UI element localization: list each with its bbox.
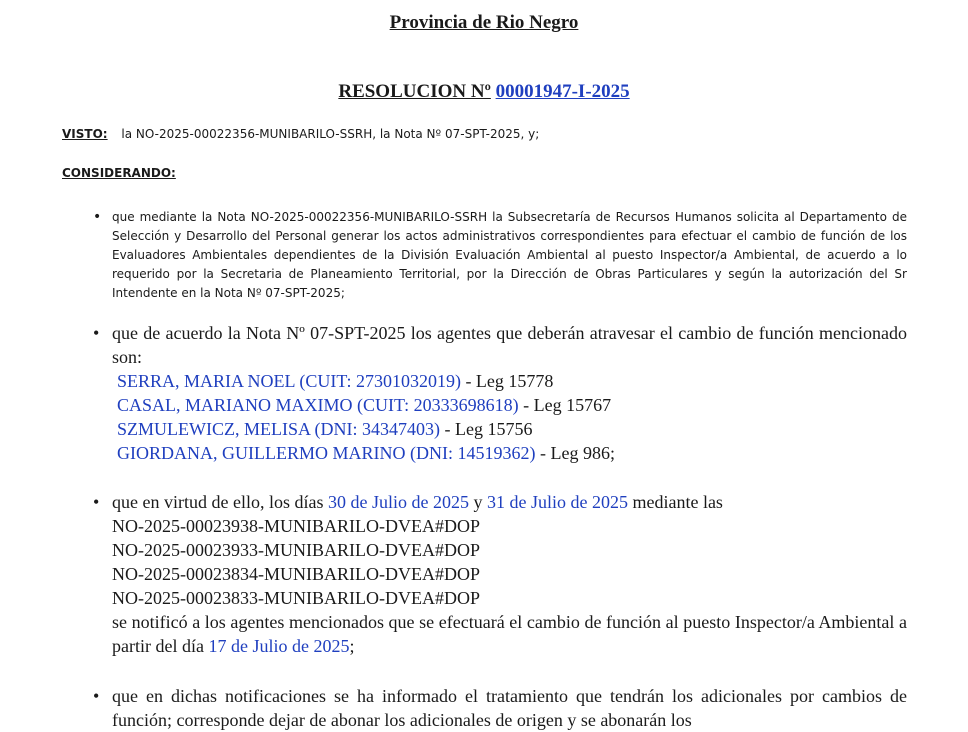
date-link[interactable]: 31 de Julio de 2025 (486, 492, 628, 512)
agent-leg: - Leg 986; (535, 443, 615, 463)
item-3-tail: se notificó a los agentes mencionados que se efectuará el cambio de función al puesto Inspector/a Ambiental a partir del día 17 de Julio de 2025; (112, 612, 907, 656)
note-reference: NO-2025-00023834-MUNIBARILO-DVEA#DOP (112, 564, 480, 584)
note-reference: NO-2025-00023933-MUNIBARILO-DVEA#DOP (112, 540, 480, 560)
considerando-item-3 (93, 490, 907, 658)
bullet-icon: • (93, 492, 100, 512)
agent-name-link[interactable]: SZMULEWICZ, MELISA (DNI: 34347403) (117, 419, 440, 439)
considerando-item-1 (93, 208, 907, 303)
item-2-intro: que de acuerdo la Nota Nº 07-SPT-2025 los agentes que deberán atravesar el cambio de función mencionado son: (112, 323, 907, 367)
agent-leg: - Leg 15767 (518, 395, 612, 415)
note-reference: NO-2025-00023833-MUNIBARILO-DVEA#DOP (112, 588, 480, 608)
resolution-number-link[interactable]: 00001947-I-2025 (495, 81, 630, 102)
visto-section (62, 127, 912, 141)
agent-name-link[interactable]: GIORDANA, GUILLERMO MARINO (DNI: 14519362) (117, 443, 536, 463)
agent-name-link[interactable]: SERRA, MARIA NOEL (CUIT: 27301032019) (117, 371, 461, 391)
resolution-label: RESOLUCION Nº (338, 81, 491, 102)
province-heading: Provincia de Rio Negro (389, 12, 579, 33)
item-3-intro: que en virtud de ello, los días 30 de Julio de 2025 y 31 de Julio de 2025 mediante las (112, 492, 723, 512)
date-link[interactable]: 17 de Julio de 2025 (208, 636, 350, 656)
bullet-icon: • (93, 686, 100, 706)
item-4-text: que en dichas notificaciones se ha informado el tratamiento que tendrán los adicionales por cambios de función; corresponde dejar de abonar los adicionales de origen y se abonarán los (112, 686, 907, 730)
agent-row (112, 441, 907, 465)
considerando-label: CONSIDERANDO: (62, 166, 176, 180)
bullet-icon: • (93, 323, 100, 343)
bullet-icon: • (93, 209, 102, 225)
visto-text: la NO-2025-00022356-MUNIBARILO-SSRH, la Nota Nº 07-SPT-2025, y; (121, 127, 540, 141)
visto-label: VISTO: (62, 127, 108, 141)
agent-leg: - Leg 15778 (460, 371, 554, 391)
considerando-item-2 (93, 321, 907, 465)
resolution-title (0, 81, 968, 103)
note-reference: NO-2025-00023938-MUNIBARILO-DVEA#DOP (112, 516, 480, 536)
agent-row (112, 369, 907, 393)
date-link[interactable]: 30 de Julio de 2025 (327, 492, 469, 512)
considerando-item-4 (93, 684, 907, 732)
agent-name-link[interactable]: CASAL, MARIANO MAXIMO (CUIT: 20333698618) (117, 395, 519, 415)
agent-row (112, 417, 907, 441)
agent-row (112, 393, 907, 417)
item-1-text: que mediante la Nota NO-2025-00022356-MUNIBARILO-SSRH la Subsecretaría de Recursos Humanos solicita al Departamento de Selección y Desarrollo del Personal generar los actos administrativos correspondientes para efectuar el cambio de función de los Evaluadores Ambientales dependientes de la División Evaluación Ambiental al puesto Inspector/a Ambiental, de acuerdo a lo requerido por la Secretaria de Planeamiento Territorial, por la Dirección de Obras Particulares y según la autorización del Sr Intendente en la Nota Nº 07-SPT-2025; (112, 210, 907, 300)
agent-leg: - Leg 15756 (439, 419, 533, 439)
